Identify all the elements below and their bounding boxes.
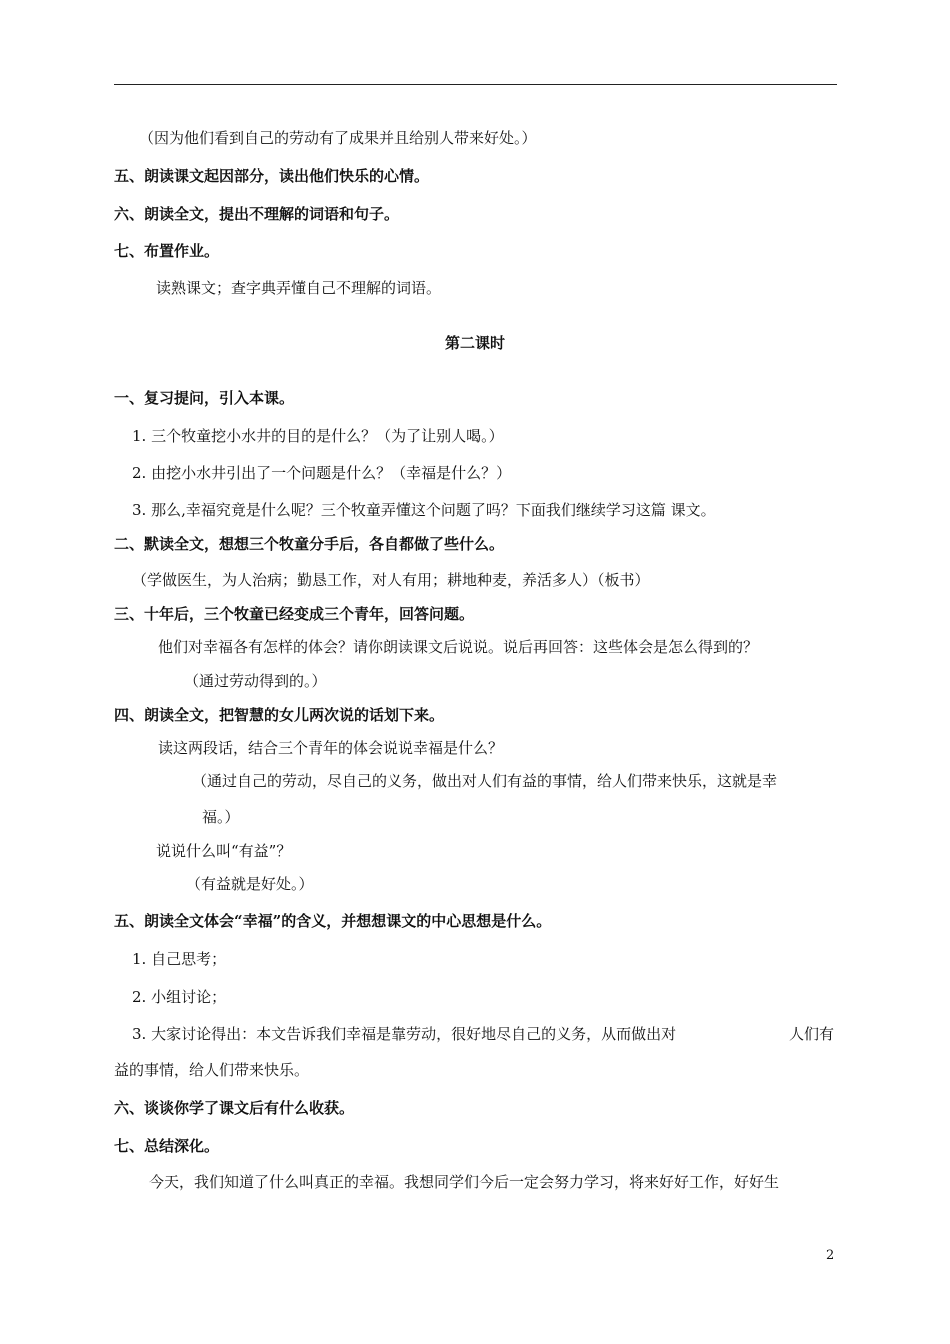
answer-text: （通过自己的劳动，尽自己的义务，做出对人们有益的事情，给人们带来快乐，这就是幸 — [192, 772, 778, 790]
answer-text: （通过劳动得到的。） — [184, 672, 327, 690]
section-heading: 五、朗读课文起因部分，读出他们快乐的心情。 — [114, 167, 430, 185]
section-heading: 五、朗读全文体会“幸福”的含义，并想想课文的中心思想是什么。 — [114, 912, 552, 930]
question-text: 说说什么叫“有益”？ — [156, 842, 292, 860]
section-heading: 一、复习提问，引入本课。 — [114, 389, 295, 407]
answer-text: （有益就是好处。） — [186, 875, 314, 893]
answer-text: 福。） — [202, 808, 240, 826]
list-item: 1. 三个牧童挖小水井的目的是什么？（为了让别人喝。） — [132, 427, 504, 445]
section-heading: 六、朗读全文，提出不理解的词语和句子。 — [114, 205, 400, 223]
lesson-title: 第二课时 — [444, 334, 505, 352]
list-item: 1. 自己思考； — [132, 950, 227, 968]
section-heading: 二、默读全文，想想三个牧童分手后，各自都做了些什么。 — [114, 535, 505, 553]
list-item: 2. 由挖小水井引出了一个问题是什么？（幸福是什么？） — [132, 464, 512, 482]
list-item-continuation: 人们有 — [789, 1025, 835, 1043]
summary-text: 今天，我们知道了什么叫真正的幸福。我想同学们今后一定会努力学习，将来好好工作，好好生 — [149, 1173, 780, 1191]
list-item-continuation: 益的事情，给人们带来快乐。 — [114, 1061, 310, 1079]
list-item: 3. 大家讨论得出：本文告诉我们幸福是靠劳动，很好地尽自己的义务，从而做出对 — [132, 1025, 677, 1043]
homework-text: 读熟课文；查字典弄懂自己不理解的词语。 — [156, 279, 442, 297]
header-rule — [114, 84, 837, 85]
list-item: 2. 小组讨论； — [132, 988, 227, 1006]
answer-text: （因为他们看到自己的劳动有了成果并且给别人带来好处。） — [139, 129, 537, 147]
section-heading: 四、朗读全文，把智慧的女儿两次说的话划下来。 — [114, 706, 445, 724]
section-heading: 七、总结深化。 — [114, 1137, 220, 1155]
question-text: 读这两段话，结合三个青年的体会说说幸福是什么？ — [158, 739, 504, 757]
list-item: 3. 那么,幸福究竟是什么呢？三个牧童弄懂这个问题了吗？下面我们继续学习这篇 课文。 — [132, 501, 716, 519]
answer-text: （学做医生，为人治病；勤恳工作，对人有用；耕地种麦，养活多人）（板书） — [132, 571, 650, 589]
section-heading: 三、十年后，三个牧童已经变成三个青年，回答问题。 — [114, 605, 475, 623]
section-heading: 六、谈谈你学了课文后有什么收获。 — [114, 1099, 355, 1117]
page-number: 2 — [826, 1248, 835, 1263]
section-heading: 七、布置作业。 — [114, 242, 220, 260]
question-text: 他们对幸福各有怎样的体会？请你朗读课文后说说。说后再回答：这些体会是怎么得到的？ — [158, 638, 759, 656]
